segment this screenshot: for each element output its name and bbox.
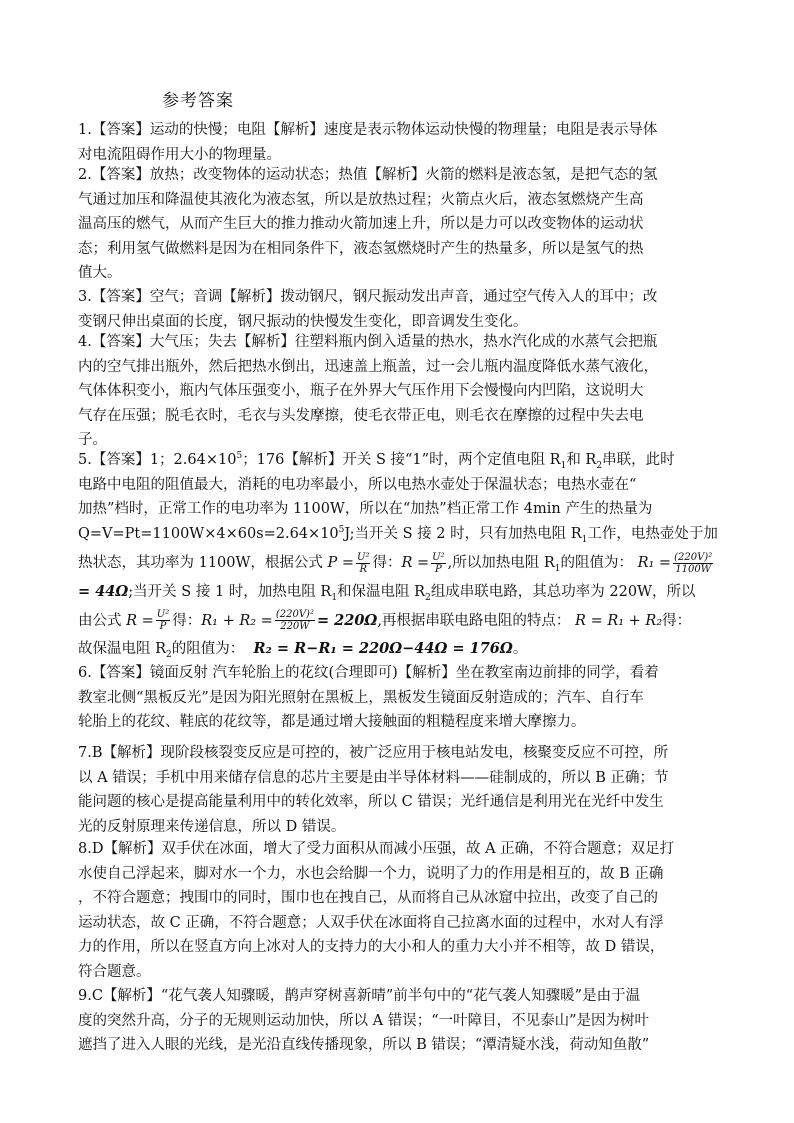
answer-item-8 — [78, 837, 718, 984]
answer-item-4 — [78, 330, 718, 453]
text-line: 力的作用，所以在竖直方向上冰对人的支持力的大小和人的重力大小并不相等，故 D 错误， — [78, 939, 665, 955]
text-line: 教室北侧“黑板反光”是因为阳光照射在黑板上，黑板发生镜面反射造成的；汽车、自行车 — [78, 689, 644, 706]
text-line: = 44Ω;当开关 S 接 1 时，加热电阻 $R_1$和保温电阻 $R_2$组成串联电路，其总功率为 220W，所以 — [78, 583, 696, 603]
text-line: 气体体积变小，瓶内气体压强变小，瓶子在外界大气压作用下会慢慢向内凹陷，这说明大 — [78, 383, 644, 399]
fraction: $\frac{\text{(220V)²}}{1100W}$ — [674, 551, 713, 575]
text-line: 8.D【解析】双手伏在冰面，增大了受力面积从而减小压强，故 A 正确，不符合题意；双足打 — [78, 841, 675, 857]
text-line: $Q=V=Pt=1100W\times 4\times 60s=2.64\times 10^5J$;当开关 S 接 2 时，只有加热电阻 $R_1$工作，电热壶处于加 — [78, 524, 718, 545]
text-line: 对电流阻碍作用大小的物理量。 — [78, 146, 281, 163]
text-line: 值大。 — [78, 265, 122, 281]
text-line: 6.【答案】镜面反射 汽车轮胎上的花纹(合理即可)【解析】坐在教室南边前排的同学，看着 — [78, 665, 659, 681]
text-line: 运动状态，故 C 正确，不符合题意；人双手伏在冰面将自己拉离水面的过程中，水对人有浮 — [78, 914, 664, 931]
formula: R = R₁ + R₂ — [575, 612, 663, 629]
text-line: 子。 — [78, 432, 107, 448]
answer-item-7 — [78, 741, 718, 839]
text-line: 气存在压强；脱毛衣时，毛衣与头发摩擦，使毛衣带正电，则毛衣在摩擦的过程中失去电 — [78, 407, 644, 424]
answer-item-3 — [78, 285, 718, 334]
text-line: 7.B【解析】现阶段核裂变反应是可控的，被广泛应用于核电站发电，核聚变反应不可控，所 — [78, 745, 668, 761]
text-line: 电路中电阻的阻值最大，消耗的电功率最小，所以电热水壶处于保温状态；电热水壶在“ — [78, 476, 637, 493]
formula: P = — [327, 555, 355, 571]
text-line: 内的空气排出瓶外，然后把热水倒出，迅速盖上瓶盖，过一会儿瓶内温度降低水蒸气液化， — [78, 358, 658, 375]
page-title: 参考答案 — [162, 91, 234, 111]
text-line: 变钢尺伸出桌面的长度，钢尺振动的快慢发生变化，即音调发生变化。 — [78, 313, 528, 330]
text-line: 由公式 R = $\frac{\text{U²}}{P}$ 得：R₁ + R₂ = $\frac{\text{(220V)²}}{220W}$ = 220Ω,再根据串联电路电阻的特点： R = R₁ + R₂得： — [78, 609, 692, 632]
text-line: 遮挡了进入人眼的光线，是光沿直线传播现象，所以 B 错误；“潭清疑水浅，荷动知鱼散” — [78, 1037, 650, 1053]
text-line: 符合题意。 — [78, 963, 151, 980]
answer-item-1 — [78, 118, 718, 167]
formula: R₁ = — [637, 555, 672, 571]
text-line: 轮胎上的花纹、鞋底的花纹等，都是通过增大接触面的粗糙程度来增大摩擦力。 — [78, 714, 586, 730]
text-line: 加热”档时，正常工作的电功率为 1100W，所以在“加热”档正常工作 4min 产生的热量为 — [78, 501, 653, 517]
answer-item-6 — [78, 661, 718, 735]
text-line: 度的突然升高，分子的无规则运动加快，所以 A 错误；“一叶障目，不见泰山”是因为树叶 — [78, 1012, 650, 1029]
text-line: 2.【答案】放热；改变物体的运动状态；热值【解析】火箭的燃料是液态氢，是把气态的氢 — [78, 167, 658, 183]
text-line: 以 A 错误；手机中用来储存信息的芯片主要是由半导体材料——硅制成的，所以 B 正确；节 — [78, 769, 669, 786]
formula: R₂ = R−R₁ = 220Ω−44Ω = 176Ω — [253, 639, 513, 657]
answer-item-9 — [78, 984, 718, 1058]
text-line: 故保温电阻 $R_2$的阻值为： R₂ = R−R₁ = 220Ω−44Ω = 176Ω。 — [78, 639, 528, 660]
text-line: 9.C【解析】“花气袭人知骤暖，鹊声穿树喜新晴”前半句中的“花气袭人知骤暖”是由于温 — [78, 988, 641, 1004]
fraction: $\frac{\text{U²}}{P}$ — [156, 609, 170, 632]
text-line: 5.【答案】1；$2.64\times 10^5$；176【解析】开关 S 接“1”时，两个定值电阻 $R_1$和 $R_2$串联，此时 — [78, 451, 675, 471]
text-line: 3.【答案】空气；音调【解析】拨动钢尺，钢尺振动发出声音，通过空气传入人的耳中；改 — [78, 289, 658, 305]
text-line: 光的反射原理来传递信息，所以 D 错误。 — [78, 818, 346, 835]
text-line: 1.【答案】运动的快慢；电阻【解析】速度是表示物体运动快慢的物理量；电阻是表示导体 — [78, 122, 658, 138]
formula: R₁ + R₂ = — [201, 612, 273, 629]
formula: R = — [401, 555, 430, 571]
fraction: $\frac{\text{U²}}{P}$ — [432, 551, 445, 575]
fraction: $\frac{\text{(220V)²}}{220W}$ — [275, 609, 314, 632]
text-line: 水使自己浮起来，脚对水一个力，水也会给脚一个力，说明了力的作用是相互的，故 B 正确 — [78, 865, 664, 882]
text-line: 4.【答案】大气压；失去【解析】往塑料瓶内倒入适量的热水，热水汽化成的水蒸气会把瓶 — [78, 334, 658, 350]
fraction: $\frac{\text{U²}}{R}$ — [357, 551, 370, 575]
text-line: 温高压的燃气，从而产生巨大的推力推动火箭加速上升，所以是力可以改变物体的运动状 — [78, 216, 644, 232]
text-line: 热状态，其功率为 1100W，根据公式 P = $\frac{\text{U²}}{R}$ 得：R = $\frac{\text{U²}}{P}$ ,所以加热电阻 $R_1$的阻值为： R₁ = $\frac{\text{(220V)²}}{1100W}$ — [78, 551, 713, 575]
answer-item-5 — [78, 448, 718, 661]
text-line: 能问题的核心是提高能量利用中的转化效率，所以 C 错误；光纤通信是利用光在光纤中发生 — [78, 794, 664, 810]
text-line: 态；利用氢气做燃料是因为在相同条件下，液态氢燃烧时产生的热量多，所以是氢气的热 — [78, 240, 644, 257]
text-line: ，不符合题意；拽围巾的同时，围巾也在拽自己，从而将自己从冰窟中拉出，改变了自己的 — [78, 890, 658, 906]
formula: R = — [126, 612, 154, 629]
text-line: 气通过加压和降温使其液化为液态氢，所以是放热过程；火箭点火后，液态氢燃烧产生高 — [78, 191, 644, 208]
answer-item-2 — [78, 163, 718, 286]
